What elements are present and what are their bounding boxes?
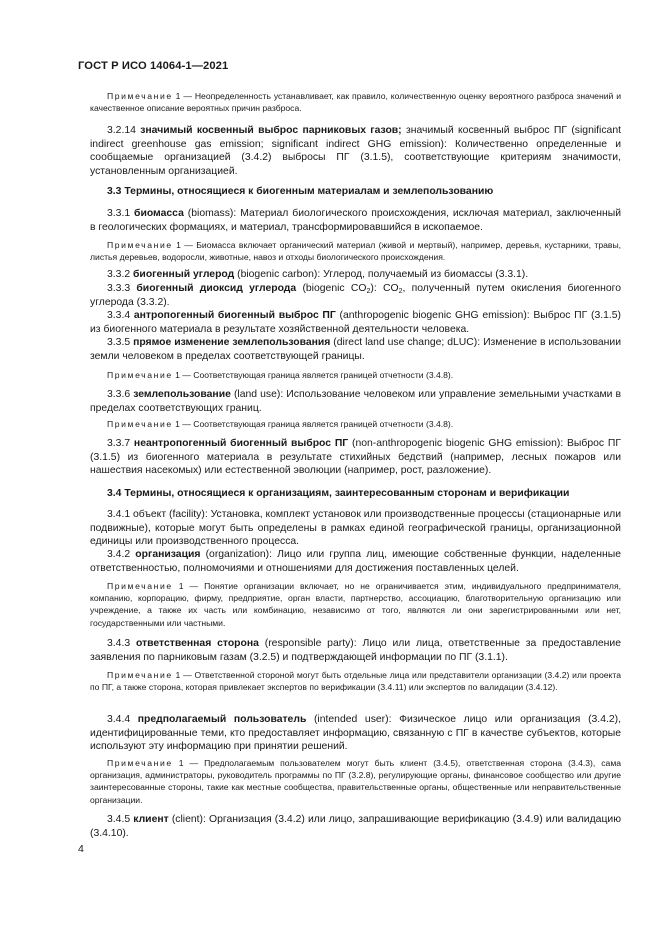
term-title: организация — [135, 549, 201, 560]
note-label: Примечание — [107, 581, 173, 591]
term-title: значимый косвенный выброс парниковых газов; — [140, 125, 402, 136]
note-label: Примечание — [107, 419, 173, 429]
page-number: 4 — [78, 843, 84, 855]
note-label: Примечание — [107, 670, 173, 680]
term-3-4-5: 3.4.5 клиент (client): Организация (3.4.2) или лицо, запрашивающие верификацию (3.4.9) или валидацию (3.4.10). — [90, 814, 622, 839]
term-3-3-6: 3.3.6 землепользование (land use): Использование человеком или управление земельными участками в пределах соответствующих границ. — [90, 389, 622, 414]
term-title: биогенный углерод — [133, 269, 235, 280]
note-organization: Примечание 1 — Понятие организации включает, но не ограничивается этим, индивидуального предпринимателя, компанию, корпорацию, фирму, предприятие, орган власти, партнерство, ассоциацию, благотворительную организацию или учреждение, а также их часть или комбинацию, независимо от того, являются ли они зарегистрированными или нет, государственными или частными. — [90, 581, 621, 628]
term-3-4-1: 3.4.1 объект (facility): Установка, комплект установок или производственные процессы (стационарные или подвижные), которые могут быть определены в рамках единой географической границы, организационной единицы или производственного процесса. — [90, 509, 621, 547]
note-label: Примечание — [107, 758, 173, 768]
section-heading-3-4: 3.4 Термины, относящиеся к организациям, заинтересованным сторонам и верификации — [107, 488, 570, 499]
note-boundary: Примечание 1 — Соответствующая граница является границей отчетности (3.4.8). — [107, 370, 454, 380]
note-biomass: Примечание 1 — Биомасса включает органический материал (живой и мертвый), например, деревья, кустарники, травы, листья деревьев, водоросли, животные, навоз и отходы биологического происхождения. — [90, 240, 622, 263]
term-3-3-5: 3.3.5 прямое изменение землепользования (direct land use change; dLUC): Изменение в использовании земли человеком в пределах соответствующей границы. — [90, 337, 622, 362]
term-title: антропогенный биогенный выброс ПГ — [133, 310, 336, 321]
term-3-3-1: 3.3.1 биомасса (biomass): Материал биологического происхождения, исключая материал, заключенный в геологических формациях, и материал, трансформировавшийся в ископаемое. — [90, 208, 622, 233]
term-3-4-4: 3.4.4 предполагаемый пользователь (intended user): Физическое лицо или организация (3.4.2), идентифицированные теми, кто предоставляет информацию, связанную с ПГ в качестве субъектов, которые используют эту информацию при принятии решений. — [90, 714, 621, 752]
note-boundary: Примечание 1 — Соответствующая граница является границей отчетности (3.4.8). — [107, 419, 454, 429]
note-uncertainty: Примечание 1 — Неопределенность устанавливает, как правило, количественную оценку вероятного разброса значений и качественное описание вероятных причин разброса. — [90, 91, 621, 114]
term-3-4-2: 3.4.2 организация (organization): Лицо или группа лиц, имеющие собственные функции, наделенные ответственностью, полномочиями и отношениями для достижения поставленных целей. — [90, 549, 621, 574]
term-3-3-3: 3.3.3 биогенный диоксид углерода (biogenic $CO_2$): $CO_2$, полученный путем окисления биогенного углерода (3.3.2). — [90, 283, 621, 308]
note-intended-user: Примечание 1 — Предполагаемым пользователем могут быть клиент (3.4.5), ответственная сторона (3.4.3), сама организация, администраторы, руководитель программы по ПГ (3.2.8), регулирующие органы, финансовое сообщество или другие заинтересованные стороны, такие как местные сообщества, правительственные органы, общественные или неправительственные организации. — [90, 758, 622, 805]
term-title: биогенный диоксид углерода — [136, 283, 297, 294]
term-title: неантропогенный биогенный выброс ПГ — [133, 438, 349, 449]
term-3-4-3: 3.4.3 ответственная сторона (responsible party): Лицо или лица, ответственные за предоставление заявления по парниковым газам (3.2.5) и подтверждающей информации по ПГ (3.1.1). — [90, 638, 621, 663]
term-title: биомасса — [134, 208, 184, 219]
term-3-3-7: 3.3.7 неантропогенный биогенный выброс ПГ (non-anthropogenic biogenic GHG emission): Выброс ПГ (3.1.5) из биогенного материала в результате стихийных бедствий (например, лесных пожаров или нашествия насекомых) или естественной эволюции (например, рост, разложение). — [90, 438, 621, 476]
term-title: предполагаемый пользователь — [137, 714, 307, 725]
term-title: прямое изменение землепользования — [133, 337, 331, 348]
term-3-3-4: 3.3.4 антропогенный биогенный выброс ПГ (anthropogenic biogenic GHG emission): Выброс ПГ (3.1.5) из биогенного материала в результате хозяйственной деятельности человека. — [90, 310, 622, 335]
section-heading-3-3: 3.3 Термины, относящиеся к биогенным материалам и землепользованию — [107, 186, 494, 197]
note-label: Примечание — [107, 370, 173, 380]
term-3-3-2: 3.3.2 биогенный углерод (biogenic carbon): Углерод, получаемый из биомассы (3.3.1). — [107, 269, 529, 280]
document-header: ГОСТ Р ИСО 14064-1—2021 — [78, 60, 229, 72]
note-responsible-party: Примечание 1 — Ответственной стороной могут быть отдельные лица или представители организации (3.4.2) или проекта по ПГ, а также сторона, которая привлекает экспертов по верификации (3.4.11) или экспертов по валидации (3.4.12). — [90, 670, 622, 693]
term-3-2-14: 3.2.14 значимый косвенный выброс парниковых газов; значимый косвенный выброс ПГ (significant indirect greenhouse gas emission; significant indirect GHG emission): Количественно определенные и сообщаемые организацией (3.4.2) выбросы ПГ (3.1.5), соответствующие критериям значимости, установленным организацией. — [90, 125, 622, 177]
note-label: Примечание — [107, 91, 173, 101]
term-title: землепользование — [133, 389, 231, 400]
term-title: клиент — [133, 814, 169, 825]
note-label: Примечание — [107, 240, 173, 250]
term-title: ответственная сторона — [135, 638, 259, 649]
